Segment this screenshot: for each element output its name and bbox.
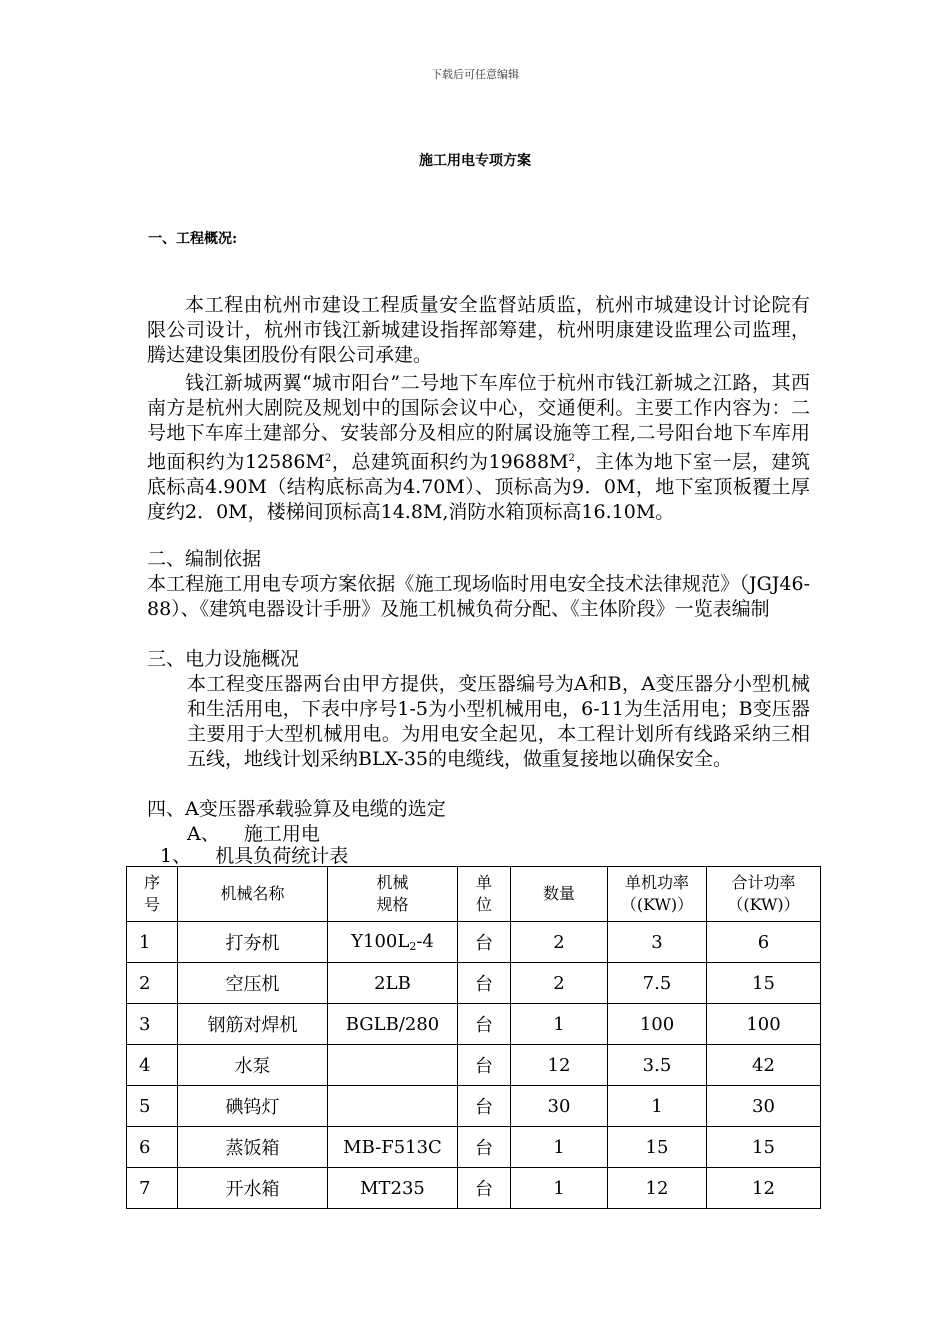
cell-spec-prefix: Y100L [351,931,410,952]
cell-spec [328,922,458,963]
cell-unit-power: 3.5 [608,1045,707,1086]
section3-heading: 三、电力设施概况 [147,648,300,670]
cell-spec [328,1086,458,1127]
cell-spec: MT235 [328,1168,458,1209]
cell-unit: 台 [458,1004,511,1045]
watermark-text: 下载后可任意编辑 [431,68,519,81]
header-index [127,867,178,922]
cell-total-power: 12 [707,1168,821,1209]
table-row [127,1168,821,1209]
cell-total-power: 15 [707,1127,821,1168]
table-row [127,1086,821,1127]
table-caption: 1、 机具负荷统计表 [160,845,349,867]
document-title: 施工用电专项方案 [419,153,531,169]
header-total-power-line2: （(KW)） [727,895,800,914]
cell-total-power: 6 [707,922,821,963]
section1-paragraph-2-part-a: 钱江新城两翼“城市阳台”二号地下车库位于杭州市钱江新城之江路，其西南方是杭州大剧院及规划中的国际会议中心，交通便利。主要工作内容为：二号地下车库土建部分、安装部分及相应的附属设施等工程,二号阳台地下车库用地面积约为12586M [147,372,810,473]
header-unit-power-line2: （(KW)） [620,895,694,914]
cell-spec: MB-F513C [328,1127,458,1168]
header-total-power-line1: 合计功率 [731,873,796,892]
cell-total-power: 42 [707,1045,821,1086]
area-superscript-2: 2 [568,453,575,464]
cell-spec: 2LB [328,963,458,1004]
table-row [127,1004,821,1045]
cell-quantity: 2 [511,922,608,963]
table-row [127,963,821,1004]
cell-total-power: 100 [707,1004,821,1045]
cell-unit: 台 [458,963,511,1004]
cell-quantity: 1 [511,1127,608,1168]
header-index-line2: 号 [143,895,160,914]
cell-name: 水泵 [178,1045,328,1086]
section4-heading: 四、A变压器承载验算及电缆的选定 [147,798,446,820]
cell-unit: 台 [458,1045,511,1086]
cell-total-power: 15 [707,963,821,1004]
cell-index: 5 [127,1086,178,1127]
header-spec-line1: 机械 [376,873,409,892]
section2-heading: 二、编制依据 [147,548,262,570]
header-unit-power [608,867,707,922]
cell-name: 蒸饭箱 [178,1127,328,1168]
table-row [127,1045,821,1086]
header-spec [328,867,458,922]
header-total-power [707,867,821,922]
cell-index: 4 [127,1045,178,1086]
cell-index: 7 [127,1168,178,1209]
cell-quantity: 12 [511,1045,608,1086]
cell-spec [328,1045,458,1086]
cell-spec-subscript: 2 [409,940,417,953]
section3-paragraph: 本工程变压器两台由甲方提供，变压器编号为A和B，A变压器分小型机械和生活用电，下表中序号1-5为小型机械用电，6-11为生活用电；B变压器主要用于大型机械用电。为用电安全起见，本工程计划所有线路采纳三相五线，地线计划采纳BLX-35的电缆线，做重复接地以确保安全。 [187,673,810,770]
header-unit-line2: 位 [475,895,492,914]
cell-name: 碘钨灯 [178,1086,328,1127]
area-superscript-1: 2 [324,453,332,464]
section1-paragraph-1: 本工程由杭州市建设工程质量安全监督站质监，杭州市城建设计讨论院有限公司设计，杭州市钱江新城建设指挥部筹建，杭州明康建设监理公司监理，腾达建设集团股份有限公司承建。 [147,294,810,366]
cell-unit: 台 [458,1168,511,1209]
section2-paragraph: 本工程施工用电专项方案依据《施工现场临时用电安全技术法律规范》（JGJ46-88）、《建筑电器设计手册》及施工机械负荷分配、《主体阶段》一览表编制 [147,573,810,620]
cell-name: 打夯机 [178,922,328,963]
cell-index: 3 [127,1004,178,1045]
header-unit-line1: 单 [475,873,492,892]
cell-spec: BGLB/280 [328,1004,458,1045]
header-unit-power-line1: 单机功率 [624,873,689,892]
cell-name: 空压机 [178,963,328,1004]
header-spec-line2: 规格 [376,895,409,914]
cell-unit: 台 [458,922,511,963]
header-index-line1: 序 [143,873,160,892]
cell-unit-power: 15 [608,1127,707,1168]
cell-quantity: 2 [511,963,608,1004]
section1-paragraph-2-part-c: ，主体为地下室一层，建筑底标高4.90M（结构底标高为4.70M）、顶标高为9．0M，地下室顶板覆土厚度约2．0M，楼梯间顶标高14.8M,消防水箱顶标高16.10M。 [147,451,810,523]
table-row [127,1127,821,1168]
cell-quantity: 1 [511,1168,608,1209]
header-quantity: 数量 [511,867,608,922]
cell-unit-power: 100 [608,1004,707,1045]
cell-index: 2 [127,963,178,1004]
cell-quantity: 30 [511,1086,608,1127]
cell-unit-power: 3 [608,922,707,963]
section1-paragraph-2-part-b: ，总建筑面积约为19688M [331,451,569,473]
header-unit [458,867,511,922]
cell-index: 6 [127,1127,178,1168]
section1-paragraph-2 [147,371,810,525]
load-statistics-table [126,866,821,1209]
cell-index: 1 [127,922,178,963]
table-row [127,922,821,963]
cell-unit-power: 12 [608,1168,707,1209]
table-header-row [127,867,821,922]
cell-unit: 台 [458,1127,511,1168]
cell-name: 钢筋对焊机 [178,1004,328,1045]
section4-subheading-a: A、 施工用电 [187,823,320,845]
cell-unit-power: 1 [608,1086,707,1127]
cell-name: 开水箱 [178,1168,328,1209]
cell-spec-suffix: -4 [416,931,434,952]
header-name: 机械名称 [178,867,328,922]
section1-heading: 一、工程概况: [148,231,238,247]
cell-quantity: 1 [511,1004,608,1045]
cell-unit-power: 7.5 [608,963,707,1004]
cell-total-power: 30 [707,1086,821,1127]
cell-unit: 台 [458,1086,511,1127]
